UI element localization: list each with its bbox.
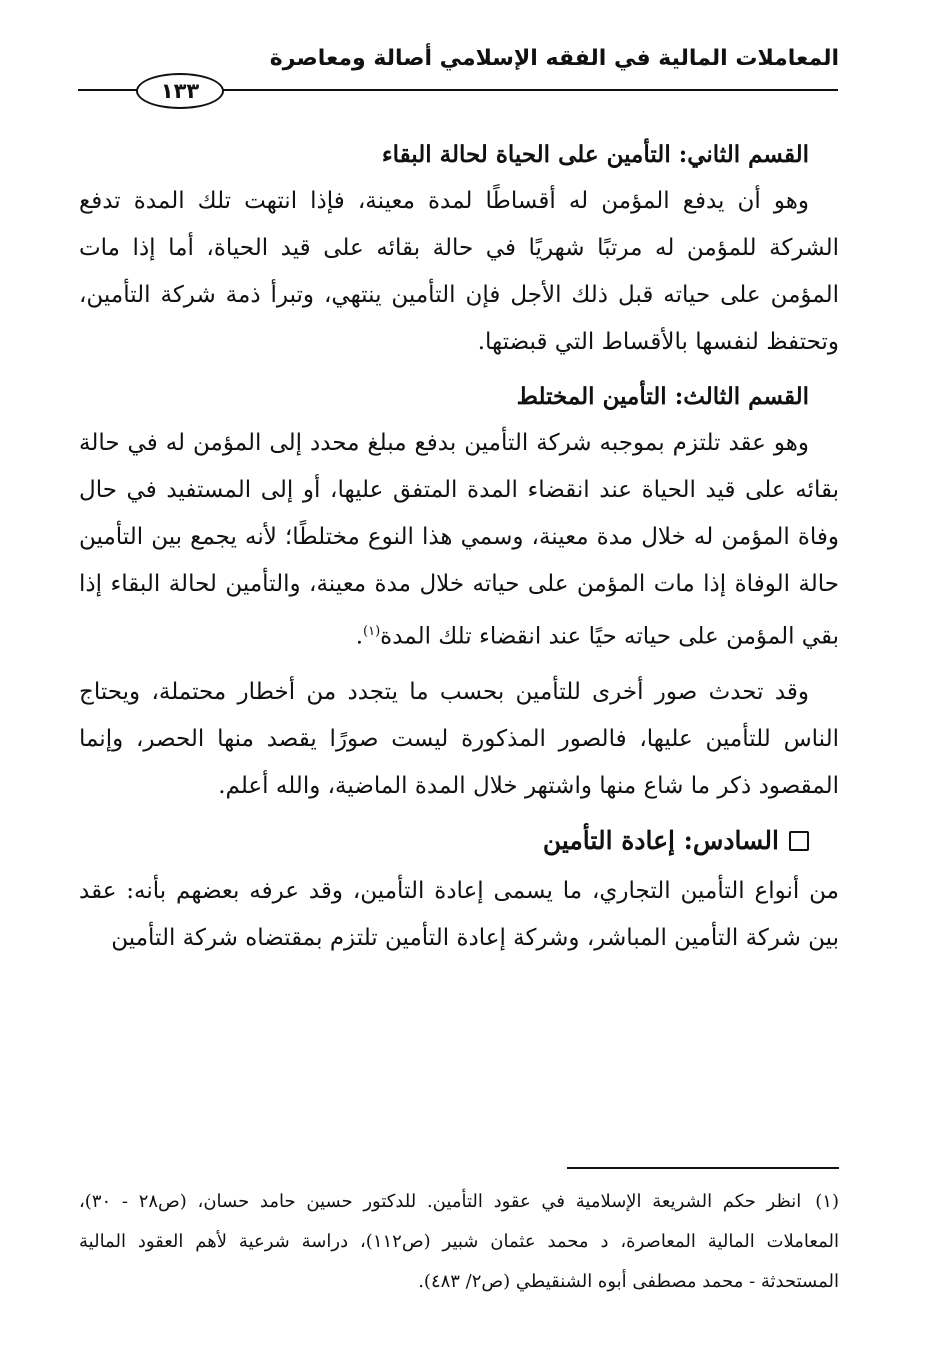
heading-reinsurance — [79, 818, 839, 864]
heading-section-3: القسم الثالث: التأمين المختلط — [516, 383, 809, 410]
paragraph-section-3 — [79, 420, 839, 661]
running-header-title: المعاملات المالية في الفقه الإسلامي أصالة ومعاصرة — [269, 46, 839, 71]
footnote-marker: (١) — [815, 1191, 839, 1212]
page-body — [79, 132, 839, 970]
paragraph-section-3-text: وهو عقد تلتزم بموجبه شركة التأمين بدفع مبلغ محدد إلى المؤمن له في حالة بقائه على قيد الحياة عند انقضاء المدة المتفق عليها، أو إلى المستفيد في حال وفاة المؤمن له خلال مدة معينة، وسمي هذا النوع مختلطًا؛ لأنه يجمع بين التأمين حالة الوفاة إذا مات المؤمن على حياته خلال مدة معينة، والتأمين لحالة البقاء إذا بقي المؤمن على حياته حيًا عند انقضاء تلك المدة — [79, 430, 839, 650]
paragraph-reinsurance: من أنواع التأمين التجاري، ما يسمى إعادة التأمين، وقد عرفه بعضهم بأنه: عقد بين شركة التأمين المباشر، وشركة إعادة التأمين تلتزم بمقتضاه شركة التأمين — [79, 877, 839, 951]
page-number-badge: ١٣٣ — [136, 73, 224, 109]
footnote-reference[interactable]: (١) — [363, 624, 381, 639]
footnotes — [79, 1182, 839, 1302]
heading-reinsurance-label: السادس: إعادة التأمين — [542, 825, 779, 855]
paragraph-section-2: وهو أن يدفع المؤمن له أقساطًا لمدة معينة، فإذا انتهت تلك المدة تدفع الشركة للمؤمن له مرتبًا شهريًا في حالة بقائه على قيد الحياة، أما إذا مات المؤمن على حياته قبل ذلك الأجل فإن التأمين ينتهي، وتبرأ ذمة شركة التأمين، وتحتفظ لنفسها بالأقساط التي قبضتها. — [79, 188, 839, 355]
footnote-rule — [567, 1167, 839, 1169]
paragraph-section-3-end: . — [355, 623, 364, 650]
paragraph-other-forms: وقد تحدث صور أخرى للتأمين بحسب ما يتجدد من أخطار محتملة، ويحتاج الناس للتأمين عليها، فالصور المذكورة ليست صورًا يقصد منها الحصر، وإنما المقصود ذكر ما شاع منها واشتهر خلال المدة الماضية، والله أعلم. — [79, 678, 839, 799]
heading-section-2: القسم الثاني: التأمين على الحياة لحالة البقاء — [381, 141, 809, 168]
square-bullet-icon — [789, 831, 809, 851]
footnote-1 — [79, 1182, 839, 1302]
footnote-text: انظر حكم الشريعة الإسلامية في عقود التأمين. للدكتور حسين حامد حسان، (ص٢٨ - ٣٠)، المعاملات المالية المعاصرة، د محمد عثمان شبير (ص١١٢)، دراسة شرعية لأهم العقود المالية المستحدثة - محمد مصطفى أبوه الشنقيطي (ص٢/ ٤٨٣). — [79, 1191, 839, 1292]
